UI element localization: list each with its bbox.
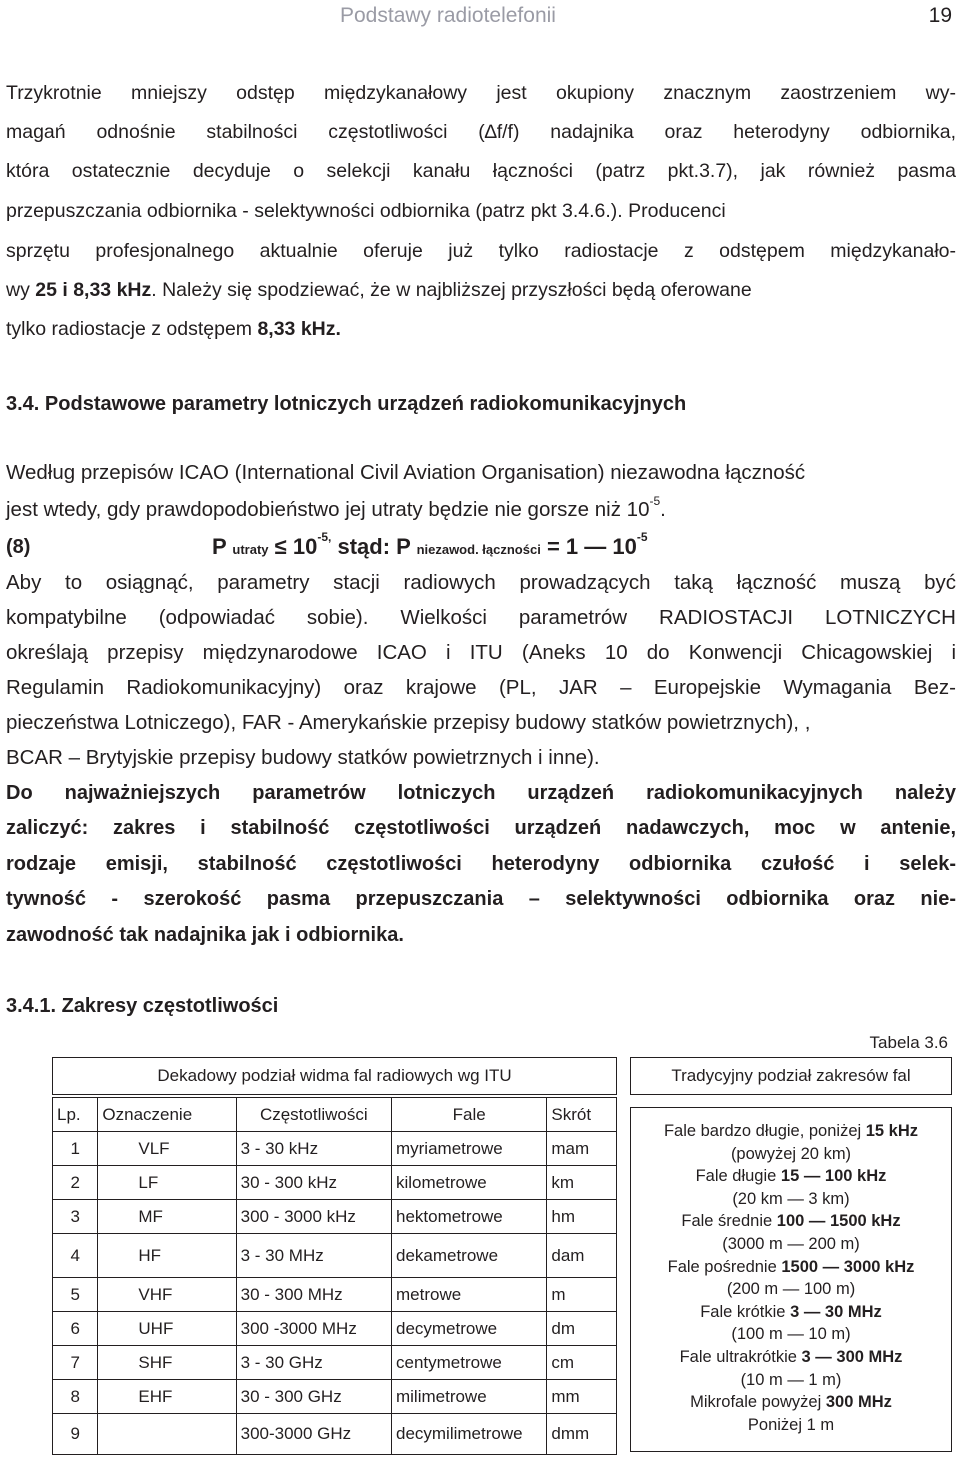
list-item [631,1301,951,1324]
para3-line-2: kompatybilne (odpowiadać sobie). Wielkości parametrów RADIOSTACJI LOTNICZYCH [6,606,956,629]
itu-cell-czestotliwosci: 300-3000 GHz [236,1414,391,1455]
para2-line-2-end: . [660,498,666,521]
itu-cell-lp: 6 [53,1312,98,1346]
itu-cell-fale: hektometrowe [391,1200,546,1234]
itu-cell-skrot: mm [547,1380,617,1414]
itu-cell-skrot: dmm [547,1414,617,1455]
para4-line-4: tywność - szerokość pasma przepuszczania – selektywności odbiornika oraz nie- [6,888,956,910]
list-item [631,1210,951,1233]
itu-cell-lp: 7 [53,1346,98,1380]
itu-cell-fale: myriametrowe [391,1132,546,1166]
list-item [631,1278,951,1301]
trad-line-text: Poniżej 1 m [747,1415,835,1434]
trad-table-box [630,1107,952,1452]
trad-line-text: Mikrofale powyżej [690,1393,826,1412]
table-row [53,1166,617,1200]
list-item [631,1391,951,1414]
list-item [631,1414,951,1437]
table-row [53,1346,617,1380]
para1-line-6-pre: wy [6,279,36,301]
subsection-heading-3-4-1: 3.4.1. Zakresy częstotliwości [6,995,279,1017]
para3-line-5: pieczeństwa Lotniczego), FAR - Amerykańskie przepisy budowy statków powietrznych), , [6,711,811,734]
para4-line-1: Do najważniejszych parametrów lotniczych urządzeń radiokomunikacyjnych należy [6,782,956,804]
para1-line-7-pre: tylko radiostacje z odstępem [6,318,258,340]
trad-line-text: (100 m — 10 m) [731,1325,851,1344]
trad-line-bold: 3 — 30 MHz [790,1302,882,1321]
itu-table [52,1097,617,1455]
itu-cell-lp: 8 [53,1380,98,1414]
para4-line-3: rodzaje emisji, stabilność częstotliwości heterodyny odbiornika czułość i selek- [6,853,956,875]
formula-ten: 10 [292,534,318,559]
section-heading-3-4: 3.4. Podstawowe parametry lotniczych urządzeń radiokomunikacyjnych [6,393,687,415]
formula-le-sign: ≤ [274,534,287,559]
table-row [53,1132,617,1166]
itu-cell-oznaczenie: VHF [98,1278,236,1312]
formula-sub-niezawod: niezawod. łączności [416,542,541,557]
itu-cell-czestotliwosci: 30 - 300 MHz [236,1278,391,1312]
formula-stad: stąd: P [337,534,411,559]
itu-cell-czestotliwosci: 3 - 30 GHz [236,1346,391,1380]
table-row [53,1234,617,1278]
running-header-title: Podstawy radiotelefonii [340,4,556,27]
trad-line-text: Fale krótkie [700,1302,791,1321]
itu-cell-fale: dekametrowe [391,1234,546,1278]
itu-cell-fale: decymilimetrowe [391,1414,546,1455]
para2-line-2-text: jest wtedy, gdy prawdopodobieństwo jej utraty będzie nie gorsze niż 10 [6,498,650,521]
itu-header-skrot: Skrót [547,1098,617,1132]
trad-line-text: Fale pośrednie [667,1257,782,1276]
table-caption: Tabela 3.6 [869,1033,948,1052]
trad-line-text: (3000 m — 200 m) [722,1234,860,1253]
para1-line-1: Trzykrotnie mniejszy odstęp międzykanałowy jest okupiony znacznym zaostrzeniem wy- [6,82,956,104]
itu-cell-oznaczenie: HF [98,1234,236,1278]
itu-cell-skrot: mam [547,1132,617,1166]
trad-line-text: Fale długie [695,1167,781,1186]
itu-cell-lp: 9 [53,1414,98,1455]
formula-sup-2: -5 [636,530,648,544]
itu-cell-skrot: dm [547,1312,617,1346]
itu-cell-fale: kilometrowe [391,1166,546,1200]
itu-header-oznaczenie: Oznaczenie [98,1098,236,1132]
itu-cell-skrot: hm [547,1200,617,1234]
trad-line-bold: 15 — 100 kHz [780,1167,887,1186]
trad-table-title-box [630,1057,952,1095]
para1-line-6-bold: 25 i 8,33 kHz [35,279,152,301]
trad-line-text: (20 km — 3 km) [732,1189,850,1208]
itu-cell-czestotliwosci: 30 - 300 GHz [236,1380,391,1414]
itu-cell-czestotliwosci: 300 - 3000 kHz [236,1200,391,1234]
formula-rhs: = 1 — 10 [546,534,637,559]
para1-line-3: która ostatecznie decyduje o selekcji kanału łączności (patrz pkt.3.7), jak również pasma [6,160,956,182]
table-row [53,1312,617,1346]
formula-p: P [212,534,227,559]
para3-line-3: określają przepisy międzynarodowe ICAO i ITU (Aneks 10 do Konwencji Chicagowskiej i [6,641,956,664]
itu-cell-lp: 5 [53,1278,98,1312]
itu-table-header-row [53,1098,617,1132]
itu-header-fale: Fale [391,1098,546,1132]
para4-line-5: zawodność tak nadajnika jak i odbiornika. [6,924,404,946]
para3-line-4: Regulamin Radiokomunikacyjny) oraz krajowe (PL, JAR – Europejskie Wymagania Bez- [6,676,956,699]
trad-line-text: Fale ultrakrótkie [679,1347,802,1366]
trad-line-bold: 15 kHz [865,1122,919,1140]
trad-table-title: Tradycyjny podział zakresów fal [671,1066,911,1085]
itu-cell-czestotliwosci: 3 - 30 kHz [236,1132,391,1166]
trad-line-bold: 300 MHz [825,1393,892,1412]
itu-cell-fale: centymetrowe [391,1346,546,1380]
page-number: 19 [928,4,952,27]
list-item [631,1323,951,1346]
trad-line-text: Fale bardzo długie, poniżej [663,1122,866,1140]
itu-cell-skrot: dam [547,1234,617,1278]
list-item [631,1143,951,1166]
para1-line-4: przepuszczania odbiornika - selektywności odbiornika (patrz pkt 3.4.6.). Producenci [6,200,726,222]
table-row [53,1278,617,1312]
itu-cell-fale: decymetrowe [391,1312,546,1346]
trad-line-text: (200 m — 100 m) [726,1280,856,1299]
itu-cell-lp: 4 [53,1234,98,1278]
para1-line-7-bold: 8,33 kHz. [257,318,341,340]
itu-cell-fale: milimetrowe [391,1380,546,1414]
para1-line-7 [6,318,956,341]
list-item [631,1256,951,1279]
para2-line-1: Według przepisów ICAO (International Civil Aviation Organisation) niezawodna łączność [6,461,806,484]
itu-header-czestotliwosci: Częstotliwości [236,1098,391,1132]
para4-line-2: zaliczyć: zakres i stabilność częstotliwości urządzeń nadawczych, moc w antenie, [6,817,956,839]
formula-sup-1: -5, [317,530,332,544]
trad-line-bold: 1500 — 3000 kHz [781,1257,915,1276]
itu-table-title-box [52,1057,617,1095]
itu-cell-fale: metrowe [391,1278,546,1312]
itu-cell-skrot: km [547,1166,617,1200]
list-item [631,1120,951,1143]
itu-cell-czestotliwosci: 3 - 30 MHz [236,1234,391,1278]
itu-cell-skrot: m [547,1278,617,1312]
formula-number: (8) [6,536,31,558]
itu-cell-oznaczenie [98,1414,236,1455]
itu-header-lp: Lp. [53,1098,98,1132]
table-row [53,1414,617,1455]
para2-line-2 [6,494,956,522]
trad-line-text: (powyżej 20 km) [730,1144,852,1163]
formula-sub-utraty: utraty [232,542,269,557]
table-row [53,1200,617,1234]
para1-line-5: sprzętu profesjonalnego aktualnie oferuje już tylko radiostacje z odstępem międzykanało- [6,240,956,262]
para1-line-6-post: . Należy się spodziewać, że w najbliższej przyszłości będą oferowane [151,279,752,301]
itu-cell-lp: 3 [53,1200,98,1234]
para3-line-6: BCAR – Brytyjskie przepisy budowy statków powietrznych i inne). [6,746,600,769]
para1-line-2: magań odnośnie stabilności częstotliwości (∆f/f) nadajnika oraz heterodyny odbiornika, [6,121,956,143]
itu-cell-oznaczenie: UHF [98,1312,236,1346]
list-item [631,1165,951,1188]
para1-line-6 [6,279,956,302]
formula-8 [212,530,648,560]
itu-cell-oznaczenie: LF [98,1166,236,1200]
table-row [53,1380,617,1414]
itu-cell-lp: 1 [53,1132,98,1166]
para3-line-1: Aby to osiągnąć, parametry stacji radiowych prowadzących taką łączność muszą być [6,571,956,594]
itu-cell-czestotliwosci: 300 -3000 MHz [236,1312,391,1346]
trad-line-text: (10 m — 1 m) [740,1370,842,1389]
list-item [631,1369,951,1392]
list-item [631,1233,951,1256]
trad-line-text: Fale średnie [681,1212,777,1231]
list-item [631,1188,951,1211]
itu-cell-oznaczenie: SHF [98,1346,236,1380]
itu-cell-skrot: cm [547,1346,617,1380]
para2-line-2-sup: -5 [649,494,661,508]
itu-cell-oznaczenie: MF [98,1200,236,1234]
itu-cell-oznaczenie: VLF [98,1132,236,1166]
trad-line-bold: 100 — 1500 kHz [776,1212,901,1231]
list-item [631,1346,951,1369]
trad-line-bold: 3 — 300 MHz [801,1347,903,1366]
itu-cell-oznaczenie: EHF [98,1380,236,1414]
itu-cell-lp: 2 [53,1166,98,1200]
itu-cell-czestotliwosci: 30 - 300 kHz [236,1166,391,1200]
itu-table-title: Dekadowy podział widma fal radiowych wg ITU [157,1066,512,1085]
